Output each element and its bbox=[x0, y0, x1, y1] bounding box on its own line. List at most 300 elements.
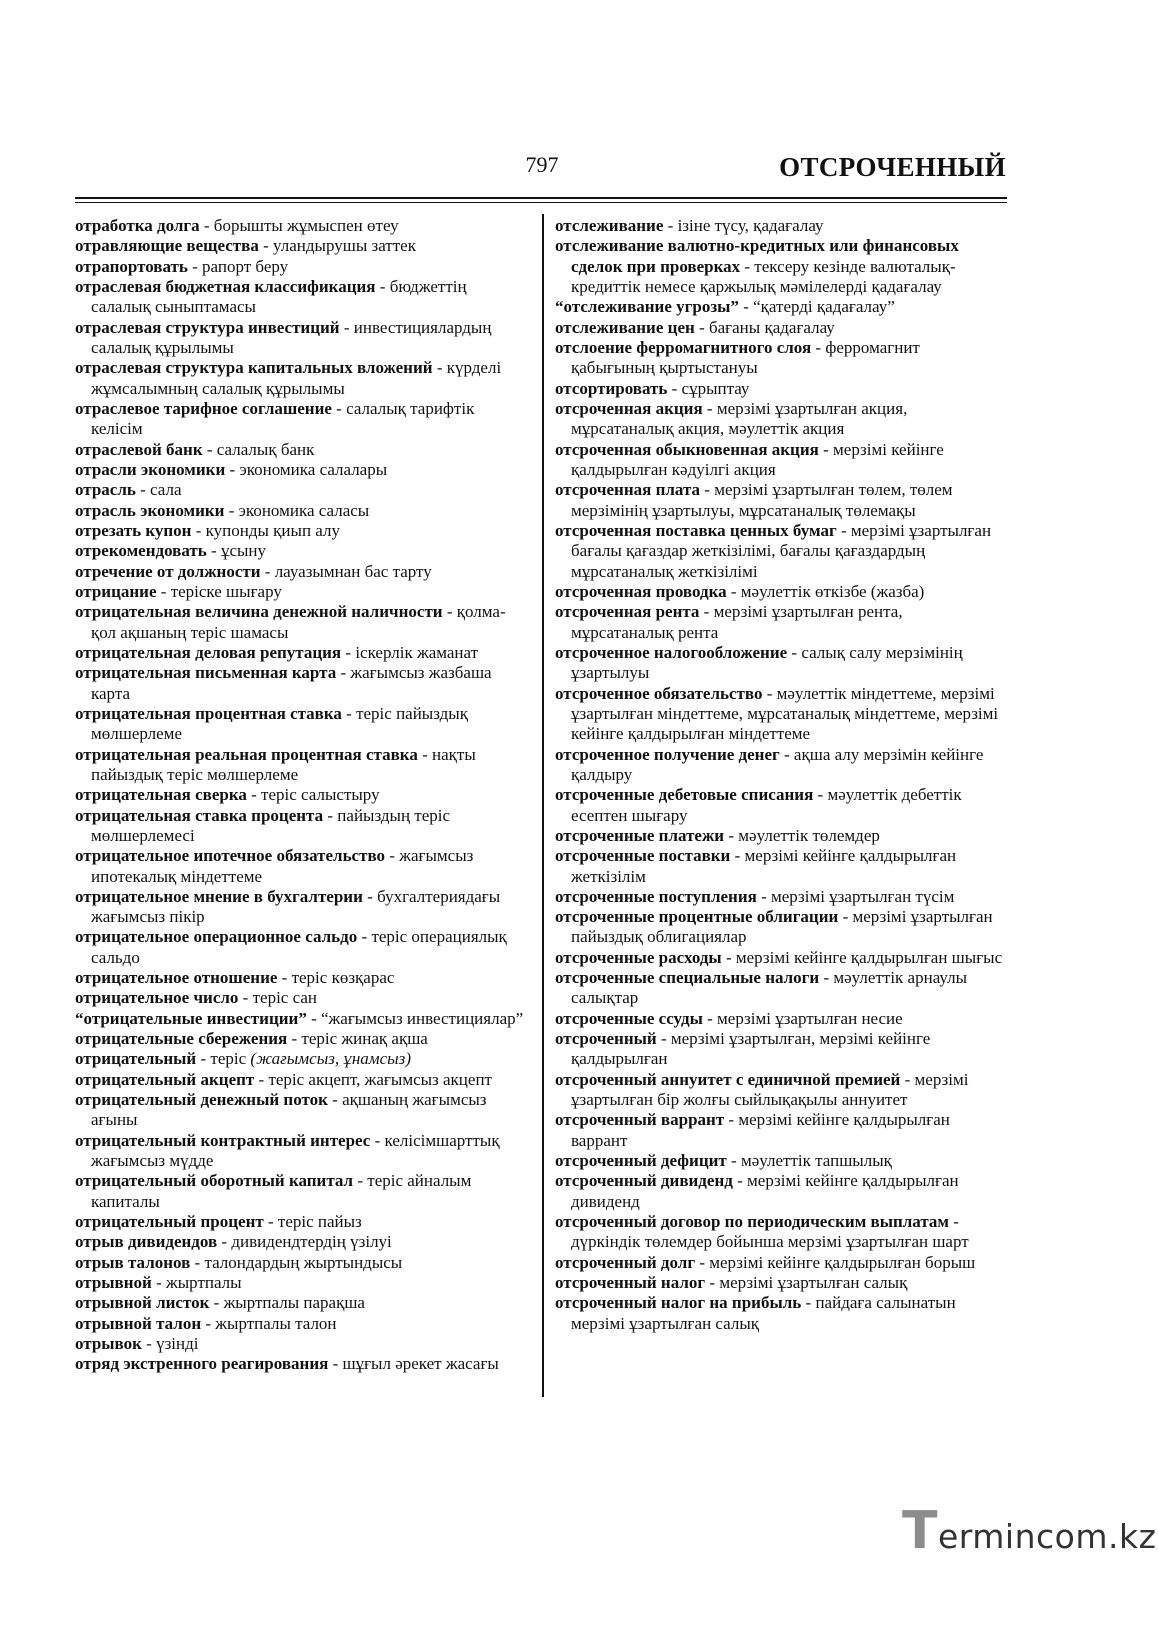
entry-definition: мерзімі ұзартылған төлем, төлем мерзімінің ұзартылуы, мұрсатаналық төлемақы bbox=[571, 480, 953, 520]
dictionary-entry bbox=[555, 948, 1007, 968]
entry-separator: - bbox=[209, 1293, 224, 1313]
entry-definition: рапорт беру bbox=[202, 256, 289, 276]
entry-separator: - bbox=[263, 1212, 278, 1232]
entry-separator: - bbox=[667, 378, 682, 398]
entry-separator: - bbox=[202, 439, 217, 459]
entry-term: отработка долга bbox=[75, 216, 200, 235]
entry-definition: мерзімі ұзартылған бір жолғы сыйлықақылы аннуитет bbox=[571, 1069, 969, 1110]
entry-definition: пайдаға салынатын мерзімі ұзартылған салық bbox=[571, 1293, 956, 1333]
dictionary-entry bbox=[75, 927, 527, 968]
entry-term: отслоение ферромагнитного слоя bbox=[555, 337, 812, 357]
entry-term: отрывной листок bbox=[75, 1293, 210, 1313]
entry-definition: үзінді bbox=[156, 1334, 199, 1354]
entry-definition: бағаны қадағалау bbox=[708, 317, 835, 337]
dictionary-entry bbox=[75, 1029, 527, 1049]
entry-separator: - bbox=[362, 886, 378, 906]
dictionary-entry bbox=[75, 785, 527, 805]
entry-definition: лауазымнан бас тарту bbox=[274, 561, 432, 581]
entry-term: отраслевой банк bbox=[75, 439, 203, 459]
dictionary-entry bbox=[555, 1293, 1007, 1334]
entry-definition: теріс көзқарас bbox=[291, 968, 395, 988]
entry-term: отрицательное отношение bbox=[75, 968, 278, 988]
entry-separator: - bbox=[224, 500, 239, 520]
dictionary-entry bbox=[75, 968, 527, 988]
entry-term: отсроченная плата bbox=[555, 480, 701, 500]
entry-definition: жыртпалы bbox=[166, 1273, 242, 1293]
entry-term: отсортировать bbox=[555, 378, 668, 398]
running-head: ОТСРОЧЕННЫЙ bbox=[779, 152, 1006, 182]
entry-separator: - bbox=[156, 581, 171, 601]
entry-definition: теріс пайыз bbox=[277, 1212, 362, 1232]
entry-term: отрасль bbox=[75, 480, 136, 500]
entry-definition: мерзімі ұзартылған акция, мұрсатаналық акция, мәулеттік акция bbox=[571, 398, 908, 439]
entry-definition: мерзімі ұзартылған салық bbox=[719, 1273, 908, 1293]
entry-separator: - bbox=[949, 1212, 959, 1232]
entry-separator: - bbox=[385, 846, 400, 866]
entry-term: отрыв талонов bbox=[75, 1252, 191, 1272]
entry-definition: мерзімі ұзартылған пайыздық облигациялар bbox=[571, 907, 993, 947]
entry-term: отрицательная величина денежной наличности bbox=[75, 602, 443, 622]
entry-term: отсроченный bbox=[555, 1029, 657, 1049]
entry-term: отрицательная сверка bbox=[75, 785, 247, 805]
entry-term: отсроченные процентные облигации bbox=[555, 907, 839, 927]
dictionary-entry bbox=[555, 1070, 1007, 1111]
entry-separator: - bbox=[341, 703, 357, 723]
entry-separator: - bbox=[375, 276, 390, 296]
entry-definition: инвестициялардың салалық құрылымы bbox=[91, 317, 492, 357]
entry-separator: - bbox=[254, 1069, 269, 1089]
entry-definition: теріс bbox=[210, 1049, 247, 1069]
entry-term: отрицательный bbox=[75, 1049, 197, 1069]
entry-term: отрасль экономики bbox=[75, 500, 225, 520]
entry-term: отрицательная деловая репутация bbox=[75, 642, 342, 662]
header-double-rule bbox=[75, 197, 1007, 203]
entry-definition: теріс сан bbox=[252, 988, 317, 1008]
entry-term: отслеживание цен bbox=[555, 317, 695, 337]
entry-separator: - bbox=[819, 968, 834, 988]
dictionary-entry bbox=[75, 236, 527, 256]
entry-term: отрицательное число bbox=[75, 988, 239, 1008]
entry-separator: - bbox=[813, 785, 828, 805]
entry-separator: - bbox=[700, 480, 715, 500]
entry-separator: - bbox=[141, 1334, 157, 1354]
dictionary-entry bbox=[75, 541, 527, 561]
dictionary-entry bbox=[75, 846, 527, 887]
entry-definition: жағымсыз жазбаша карта bbox=[91, 663, 492, 703]
entry-term: отраслевое тарифное соглашение bbox=[75, 398, 332, 418]
dictionary-entry bbox=[555, 1009, 1007, 1029]
entry-separator: - bbox=[762, 683, 777, 703]
entry-term: отсроченные поставки bbox=[555, 846, 731, 866]
dictionary-entry bbox=[75, 602, 527, 643]
entry-separator: - bbox=[695, 1252, 710, 1272]
entry-definition: қолма-қол ақшаның теріс шамасы bbox=[91, 602, 506, 642]
entry-definition: мәулеттік арнаулы салықтар bbox=[571, 968, 968, 1008]
dictionary-entry bbox=[555, 907, 1007, 948]
dictionary-entry bbox=[75, 318, 527, 359]
entry-separator: - bbox=[353, 1171, 368, 1191]
entry-definition: теріс операциялық сальдо bbox=[91, 927, 507, 967]
entry-definition: теріс айналым капиталы bbox=[91, 1171, 472, 1211]
dictionary-entry bbox=[75, 1049, 527, 1069]
entry-term: отрывной талон bbox=[75, 1313, 202, 1333]
entry-definition: талондардың жыртындысы bbox=[204, 1252, 403, 1272]
entry-term: отрицательная процентная ставка bbox=[75, 703, 342, 723]
entry-definition: “жағымсыз инвестициялар” bbox=[321, 1008, 524, 1028]
entry-definition: ферромагнит қабығының қыртыстануы bbox=[571, 337, 920, 378]
entry-separator: - bbox=[199, 216, 214, 235]
entry-definition: мерзімі ұзартылған, мерзімі кейінге қалдырылған bbox=[571, 1029, 931, 1069]
entry-separator: - bbox=[705, 1273, 720, 1293]
entry-separator: - bbox=[323, 805, 338, 825]
entry-separator: - bbox=[201, 1313, 216, 1333]
entry-definition: теріс жинақ ақша bbox=[301, 1029, 428, 1049]
dictionary-entry bbox=[555, 968, 1007, 1009]
dictionary-entry bbox=[555, 1110, 1007, 1151]
entry-term: отрицательный денежный поток bbox=[75, 1090, 328, 1110]
entry-definition: мерзімі кейінге қалдырылған варрант bbox=[571, 1110, 950, 1150]
entry-definition: экономика салалары bbox=[239, 459, 388, 479]
entry-separator: - bbox=[699, 602, 714, 622]
left-column bbox=[75, 216, 527, 1375]
entry-term: отсроченная поставка ценных бумаг bbox=[555, 520, 837, 540]
entry-definition: келісімшарттық жағымсыз мүдде bbox=[91, 1130, 500, 1171]
dictionary-entry bbox=[75, 1131, 527, 1172]
dictionary-entry bbox=[75, 440, 527, 460]
dictionary-entry bbox=[555, 1273, 1007, 1293]
entry-definition: жыртпалы талон bbox=[215, 1313, 337, 1333]
entry-separator: - bbox=[187, 256, 203, 276]
dictionary-entry bbox=[555, 1171, 1007, 1212]
entry-separator: - bbox=[779, 744, 794, 764]
entry-term: отрицательная реальная процентная ставка bbox=[75, 744, 418, 764]
entry-term: отсроченный налог bbox=[555, 1273, 706, 1293]
entry-term: отраслевая бюджетная классификация bbox=[75, 276, 376, 296]
entry-term: отсроченная проводка bbox=[555, 581, 727, 601]
entry-separator: - bbox=[206, 541, 221, 561]
entry-term: отрицательное операционное сальдо bbox=[75, 927, 358, 947]
entry-separator: - bbox=[370, 1130, 385, 1150]
entry-separator: - bbox=[225, 459, 240, 479]
entry-definition: сала bbox=[150, 480, 182, 500]
entry-term: отсроченные ссуды bbox=[555, 1008, 703, 1028]
entry-term: “отрицательные инвестиции” bbox=[75, 1008, 307, 1028]
entry-term: отрицательное ипотечное обязательство bbox=[75, 846, 386, 866]
entry-definition: сұрыптау bbox=[681, 378, 750, 398]
entry-definition: мерзімі кейінге қалдырылған жеткізілім bbox=[571, 846, 957, 886]
entry-term: отрицательные сбережения bbox=[75, 1029, 288, 1049]
entry-definition: салалық банк bbox=[216, 439, 315, 459]
entry-separator: - bbox=[732, 1171, 748, 1191]
dictionary-entry bbox=[555, 643, 1007, 684]
entry-definition: тексеру кезінде валюталық-кредиттік немесе қаржылық мәмілелерді қадағалау bbox=[571, 256, 956, 296]
entry-separator: - bbox=[900, 1069, 915, 1089]
dictionary-entry bbox=[75, 988, 527, 1008]
entry-separator: - bbox=[694, 317, 709, 337]
dictionary-entry bbox=[75, 643, 527, 663]
entry-definition: теріс салыстыру bbox=[261, 785, 380, 805]
entry-term: отрывной bbox=[75, 1273, 152, 1293]
entry-separator: - bbox=[191, 520, 206, 540]
entry-term: отсроченная обыкновенная акция bbox=[555, 439, 819, 459]
entry-definition: дүркіндік төлемдер бойынша мерзімі ұзартылған шарт bbox=[571, 1232, 969, 1252]
entry-separator: - bbox=[702, 1008, 718, 1028]
watermark-logo: Termincom.kz bbox=[902, 1501, 1157, 1561]
entry-definition: уландырушы заттек bbox=[273, 236, 416, 256]
dictionary-entry bbox=[555, 684, 1007, 745]
entry-definition: ақшаның жағымсыз ағыны bbox=[91, 1090, 487, 1130]
entry-term: отрицание bbox=[75, 581, 157, 601]
entry-definition: мәулеттік тапшылық bbox=[740, 1151, 892, 1171]
dictionary-entry bbox=[75, 1232, 527, 1252]
dictionary-entry bbox=[555, 338, 1007, 379]
dictionary-entry bbox=[75, 745, 527, 786]
entry-definition: мәулеттік міндеттеме, мерзімі ұзартылған міндеттеме, мұрсатаналық міндеттеме, мерзімі кейінге қалдырылған міндеттеме bbox=[571, 683, 999, 744]
dictionary-entry bbox=[555, 521, 1007, 582]
column-divider bbox=[542, 214, 544, 1397]
entry-term: отрапортовать bbox=[75, 256, 188, 276]
dictionary-entry bbox=[555, 785, 1007, 826]
dictionary-entry bbox=[75, 704, 527, 745]
entry-term: отсроченный дефицит bbox=[555, 1151, 727, 1171]
entry-term: отсроченная рента bbox=[555, 602, 700, 622]
entry-term: отсроченный договор по периодическим выплатам bbox=[555, 1212, 950, 1232]
entry-term: отрезать купон bbox=[75, 520, 192, 540]
entry-term: отсроченная акция bbox=[555, 398, 703, 418]
entry-term: отсроченный дивиденд bbox=[555, 1171, 733, 1191]
dictionary-entry bbox=[75, 1253, 527, 1273]
entry-definition: ақша алу мерзімін кейінге қалдыру bbox=[571, 744, 984, 784]
dictionary-entry bbox=[555, 846, 1007, 887]
entry-term: отсроченное налогообложение bbox=[555, 642, 788, 662]
entry-definition: мерзімі кейінге қалдырылған борыш bbox=[709, 1252, 976, 1272]
entry-separator: - bbox=[724, 825, 739, 845]
entry-separator: - bbox=[836, 520, 851, 540]
dictionary-entry bbox=[75, 257, 527, 277]
entry-term: отсроченные специальные налоги bbox=[555, 968, 820, 988]
entry-separator: - bbox=[663, 216, 678, 235]
entry-definition: күрделі жұмсалымның салалық құрылымы bbox=[91, 358, 502, 398]
entry-term: отсроченные расходы bbox=[555, 947, 722, 967]
entry-separator: - bbox=[726, 1151, 741, 1171]
entry-separator: - bbox=[738, 297, 754, 317]
entry-separator: - bbox=[246, 785, 262, 805]
dictionary-entry bbox=[555, 1029, 1007, 1070]
entry-separator: - bbox=[328, 1354, 343, 1374]
entry-term: отречение от должности bbox=[75, 561, 261, 581]
entry-term: отсроченные поступления bbox=[555, 886, 757, 906]
dictionary-entry bbox=[555, 379, 1007, 399]
right-column bbox=[555, 216, 1007, 1334]
dictionary-entry bbox=[75, 1009, 527, 1029]
entry-term: отрицательное мнение в бухгалтерии bbox=[75, 886, 363, 906]
entry-term: отрицательный акцепт bbox=[75, 1069, 255, 1089]
dictionary-entry bbox=[75, 1090, 527, 1131]
entry-definition: жағымсыз ипотекалық міндеттеме bbox=[91, 846, 474, 886]
entry-term: отрасли экономики bbox=[75, 459, 226, 479]
entry-term: отслеживание валютно-кредитных или финансовых сделок при проверках bbox=[555, 236, 959, 276]
entry-definition: мәулеттік төлемдер bbox=[738, 825, 880, 845]
entry-term: отрывок bbox=[75, 1334, 142, 1354]
entry-definition: ізіне түсу, қадағалау bbox=[677, 216, 824, 235]
entry-term: отсроченный налог на прибыль bbox=[555, 1293, 802, 1313]
entry-term: отсроченное обязательство bbox=[555, 683, 763, 703]
dictionary-entry bbox=[555, 826, 1007, 846]
dictionary-entry bbox=[75, 663, 527, 704]
dictionary-entry bbox=[75, 358, 527, 399]
dictionary-entry bbox=[555, 1253, 1007, 1273]
dictionary-entry bbox=[555, 745, 1007, 786]
dictionary-entry bbox=[555, 236, 1007, 297]
dictionary-entry bbox=[555, 216, 1007, 236]
entry-separator: - bbox=[656, 1029, 671, 1049]
entry-separator: - bbox=[811, 337, 826, 357]
dictionary-entry bbox=[75, 277, 527, 318]
entry-separator: - bbox=[432, 358, 447, 378]
entry-definition: ұсыну bbox=[220, 541, 267, 561]
dictionary-entry bbox=[555, 297, 1007, 317]
entry-separator: - bbox=[190, 1252, 205, 1272]
entry-term: отрицательный процент bbox=[75, 1212, 264, 1232]
dictionary-entry bbox=[75, 501, 527, 521]
dictionary-entry bbox=[555, 1151, 1007, 1171]
entry-term: отсроченный аннуитет с единичной премией bbox=[555, 1069, 901, 1089]
entry-definition: салалық тарифтік келісім bbox=[91, 398, 475, 439]
entry-separator: - bbox=[135, 480, 151, 500]
dictionary-entry bbox=[555, 480, 1007, 521]
dictionary-entry bbox=[555, 887, 1007, 907]
dictionary-entry bbox=[555, 602, 1007, 643]
entry-term: отсроченные платежи bbox=[555, 825, 725, 845]
entry-term: отраслевая структура капитальных вложений bbox=[75, 358, 433, 378]
entry-definition: купонды қиып алу bbox=[205, 520, 340, 540]
entry-separator: - bbox=[442, 602, 457, 622]
entry-definition: мәулеттік өткізбе (жазба) bbox=[740, 581, 925, 601]
entry-separator: - bbox=[787, 642, 802, 662]
entry-term: отрицательный оборотный капитал bbox=[75, 1171, 354, 1191]
dictionary-entry bbox=[75, 216, 527, 236]
entry-separator: - bbox=[730, 846, 745, 866]
entry-separator: - bbox=[287, 1029, 302, 1049]
entry-separator: - bbox=[801, 1293, 816, 1313]
entry-term: отрицательный контрактный интерес bbox=[75, 1130, 371, 1150]
dictionary-entry bbox=[75, 1171, 527, 1212]
entry-separator: - bbox=[331, 398, 347, 418]
entry-separator: - bbox=[818, 439, 834, 459]
dictionary-entry bbox=[75, 521, 527, 541]
entry-note: (жағымсыз, ұнамсыз) bbox=[250, 1049, 411, 1069]
entry-separator: - bbox=[151, 1273, 167, 1293]
entry-separator: - bbox=[702, 398, 717, 418]
entry-separator: - bbox=[217, 1232, 232, 1252]
entry-definition: мерзімі кейінге қалдырылған шығыс bbox=[735, 947, 1003, 967]
entry-separator: - bbox=[277, 968, 292, 988]
entry-definition: экономика саласы bbox=[238, 500, 370, 520]
entry-separator: - bbox=[306, 1008, 321, 1028]
entry-definition: мерзімі ұзартылған несие bbox=[717, 1008, 903, 1028]
entry-separator: - bbox=[721, 947, 736, 967]
entry-definition: бюджеттің салалық сыныптамасы bbox=[91, 276, 467, 317]
entry-separator: - bbox=[196, 1049, 211, 1069]
entry-definition: жыртпалы парақша bbox=[223, 1293, 365, 1313]
entry-separator: - bbox=[238, 988, 253, 1008]
dictionary-entry bbox=[555, 399, 1007, 440]
entry-term: отсроченное получение денег bbox=[555, 744, 780, 764]
entry-separator: - bbox=[258, 236, 273, 256]
dictionary-entry bbox=[75, 806, 527, 847]
entry-separator: - bbox=[339, 317, 354, 337]
entry-term: отсроченный варрант bbox=[555, 1110, 725, 1130]
entry-definition: мерзімі ұзартылған бағалы қағаздар жеткізілімі, бағалы қағаздардың мұрсатаналық жеткізілімі bbox=[571, 520, 992, 581]
dictionary-entry bbox=[555, 582, 1007, 602]
entry-term: “отслеживание угрозы” bbox=[555, 297, 739, 317]
entry-definition: мерзімі кейінге қалдырылған дивиденд bbox=[571, 1171, 959, 1211]
entry-term: отраслевая структура инвестиций bbox=[75, 317, 340, 337]
dictionary-entry bbox=[75, 1354, 527, 1374]
dictionary-entry bbox=[75, 1070, 527, 1090]
entry-term: отравляющие вещества bbox=[75, 236, 259, 256]
entry-term: отряд экстренного реагирования bbox=[75, 1354, 329, 1374]
entry-term: отслеживание bbox=[555, 216, 664, 235]
entry-term: отрицательная ставка процента bbox=[75, 805, 324, 825]
dictionary-entry bbox=[555, 318, 1007, 338]
entry-definition: теріс акцепт, жағымсыз акцепт bbox=[268, 1069, 492, 1089]
entry-definition: нақты пайыздық теріс мөлшерлеме bbox=[91, 744, 476, 784]
entry-separator: - bbox=[838, 907, 853, 927]
dictionary-entry bbox=[75, 887, 527, 928]
dictionary-entry bbox=[75, 562, 527, 582]
dictionary-entry bbox=[75, 460, 527, 480]
entry-term: отсроченный долг bbox=[555, 1252, 696, 1272]
entry-term: отрицательная письменная карта bbox=[75, 663, 337, 683]
entry-term: отрекомендовать bbox=[75, 541, 207, 561]
entry-definition: мерзімі ұзартылған түсім bbox=[771, 886, 955, 906]
entry-definition: теріс пайыздық мөлшерлеме bbox=[91, 703, 468, 744]
dictionary-entry bbox=[75, 1273, 527, 1293]
entry-separator: - bbox=[357, 927, 372, 947]
entry-term: отсроченные дебетовые списания bbox=[555, 785, 814, 805]
entry-definition: салық салу мерзімінің ұзартылуы bbox=[571, 642, 963, 683]
dictionary-entry bbox=[75, 582, 527, 602]
dictionary-entry bbox=[555, 1212, 1007, 1253]
entry-definition: “қатерді қадағалау” bbox=[753, 297, 895, 317]
entry-separator: - bbox=[417, 744, 432, 764]
entry-definition: мәулеттік дебеттік есептен шығару bbox=[571, 785, 962, 825]
dictionary-entry bbox=[75, 1212, 527, 1232]
entry-definition: мерзімі кейінге қалдырылған кәдуілгі акция bbox=[571, 439, 944, 479]
entry-definition: пайыздың теріс мөлшерлемесі bbox=[91, 805, 451, 845]
dictionary-entry bbox=[75, 399, 527, 440]
dictionary-entry bbox=[555, 440, 1007, 481]
entry-definition: шұғыл әрекет жасағы bbox=[342, 1354, 499, 1374]
entry-separator: - bbox=[740, 256, 755, 276]
entry-definition: теріске шығару bbox=[170, 581, 282, 601]
entry-term: отрыв дивидендов bbox=[75, 1232, 218, 1252]
entry-separator: - bbox=[260, 561, 275, 581]
page-number: 797 bbox=[525, 152, 559, 177]
dictionary-entry bbox=[75, 1293, 527, 1313]
entry-definition: бухгалтериядағы жағымсыз пікір bbox=[91, 886, 501, 927]
entry-separator: - bbox=[726, 581, 741, 601]
dictionary-entry bbox=[75, 1334, 527, 1354]
dictionary-entry bbox=[75, 480, 527, 500]
dictionary-entry bbox=[75, 1314, 527, 1334]
entry-definition: дивидендтердің үзілуі bbox=[231, 1232, 392, 1252]
entry-separator: - bbox=[341, 642, 356, 662]
entry-separator: - bbox=[336, 663, 351, 683]
entry-definition: борышты жұмыспен өтеу bbox=[213, 216, 399, 235]
entry-definition: мерзімі ұзартылған рента, мұрсатаналық рента bbox=[571, 602, 903, 642]
